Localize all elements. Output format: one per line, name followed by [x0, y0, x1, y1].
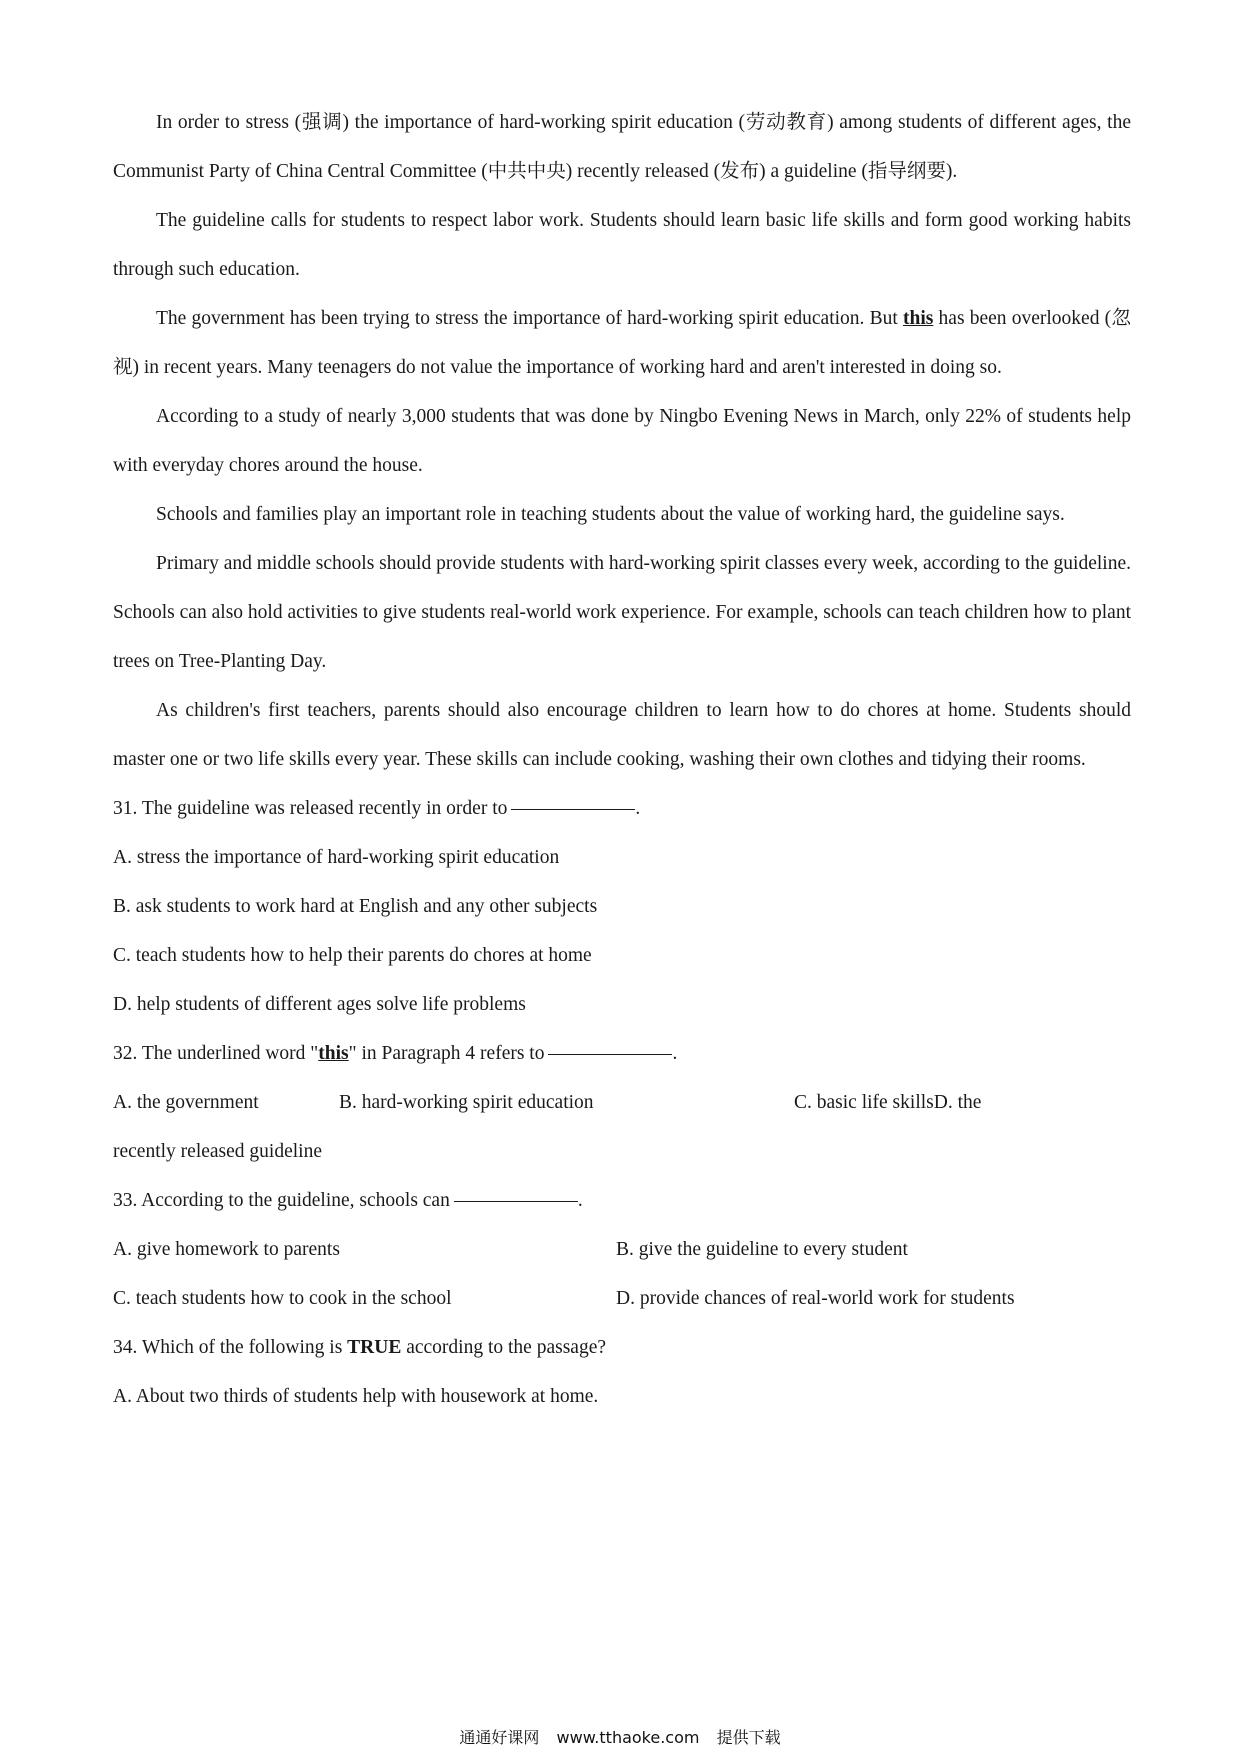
answer-blank — [454, 1200, 578, 1202]
passage-paragraph-7: As children's first teachers, parents should also encourage children to learn how to do chores at home. Students should master one or two life skills every year. These skills can include cooking, washing their own clothes and tidying their rooms. — [113, 700, 1131, 770]
paragraph-3-before: The government has been trying to stress the importance of hard-working spirit education. But — [156, 308, 903, 329]
question-32-option-d-continued: recently released guideline — [113, 1141, 322, 1162]
question-33-stem — [113, 1176, 1131, 1225]
q32-stem-end: . — [672, 1043, 678, 1064]
question-33-option-b: B. give the guideline to every student — [616, 1239, 908, 1260]
passage-paragraph-2: The guideline calls for students to respect labor work. Students should learn basic life skills and form good working habits through such education. — [113, 210, 1131, 280]
footer-url[interactable]: www.tthaoke.com — [556, 1728, 700, 1747]
question-31-option-a: A. stress the importance of hard-working spirit education — [113, 847, 560, 868]
q32-stem-after: " in Paragraph 4 refers to — [348, 1043, 545, 1064]
question-33-option-d: D. provide chances of real-world work for students — [616, 1288, 1015, 1309]
question-33-option-c: C. teach students how to cook in the school — [113, 1288, 452, 1309]
paragraph-3-after: has been overlooked (忽视) in recent years. Many teenagers do not value the importance of working hard and aren't interested in doing so. — [113, 308, 1131, 378]
footer-site-name: 通通好课网 — [459, 1728, 540, 1747]
underlined-word-this: this — [902, 308, 934, 329]
passage-paragraph-3 — [113, 294, 1131, 392]
question-32-options-row — [113, 1078, 1131, 1127]
passage-paragraph-5: Schools and families play an important role in teaching students about the value of working hard, the guideline says. — [156, 504, 1065, 525]
q32-underlined-word: this — [318, 1043, 349, 1064]
question-33-options-row-2 — [113, 1274, 1131, 1323]
question-34-option-a: A. About two thirds of students help with housework at home. — [113, 1386, 599, 1407]
question-34-stem — [113, 1323, 1131, 1372]
question-32-option-a: A. the government — [113, 1092, 259, 1113]
question-31-option-d: D. help students of different ages solve life problems — [113, 994, 526, 1015]
page-footer — [0, 1725, 1240, 1748]
q31-stem-text: 31. The guideline was released recently in order to — [113, 798, 508, 819]
question-32-option-c: C. basic life skillsD. the — [794, 1092, 982, 1113]
question-31-stem — [113, 784, 1131, 833]
question-32-option-b: B. hard-working spirit education — [339, 1092, 594, 1113]
answer-blank — [548, 1053, 672, 1055]
passage-paragraph-6: Primary and middle schools should provide students with hard-working spirit classes every week, according to the guideline. Schools can also hold activities to give students real-world work experience. For example, schools can teach children how to plant trees on Tree-Planting Day. — [113, 553, 1131, 672]
footer-download-note: 提供下载 — [716, 1728, 781, 1747]
question-31-option-c: C. teach students how to help their parents do chores at home — [113, 945, 592, 966]
question-33-option-a: A. give homework to parents — [113, 1239, 340, 1260]
q34-stem-after: according to the passage? — [401, 1337, 607, 1358]
q31-stem-end: . — [635, 798, 641, 819]
q33-stem-text: 33. According to the guideline, schools can — [113, 1190, 450, 1211]
answer-blank — [511, 808, 635, 810]
q32-stem-before: 32. The underlined word " — [113, 1043, 319, 1064]
question-33-options-row-1 — [113, 1225, 1131, 1274]
document-page — [113, 98, 1131, 1421]
question-32-stem — [113, 1029, 1131, 1078]
q33-stem-end: . — [577, 1190, 583, 1211]
q34-stem-before: 34. Which of the following is — [113, 1337, 348, 1358]
passage-paragraph-4: According to a study of nearly 3,000 students that was done by Ningbo Evening News in March, only 22% of students help with everyday chores around the house. — [113, 406, 1131, 476]
q34-bold-word: TRUE — [347, 1337, 402, 1358]
question-31-option-b: B. ask students to work hard at English and any other subjects — [113, 896, 598, 917]
passage-paragraph-1: In order to stress (强调) the importance of hard-working spirit education (劳动教育) among students of different ages, the Communist Party of China Central Committee (中共中央) recently released (发布) a guideline (指导纲要). — [113, 112, 1131, 182]
